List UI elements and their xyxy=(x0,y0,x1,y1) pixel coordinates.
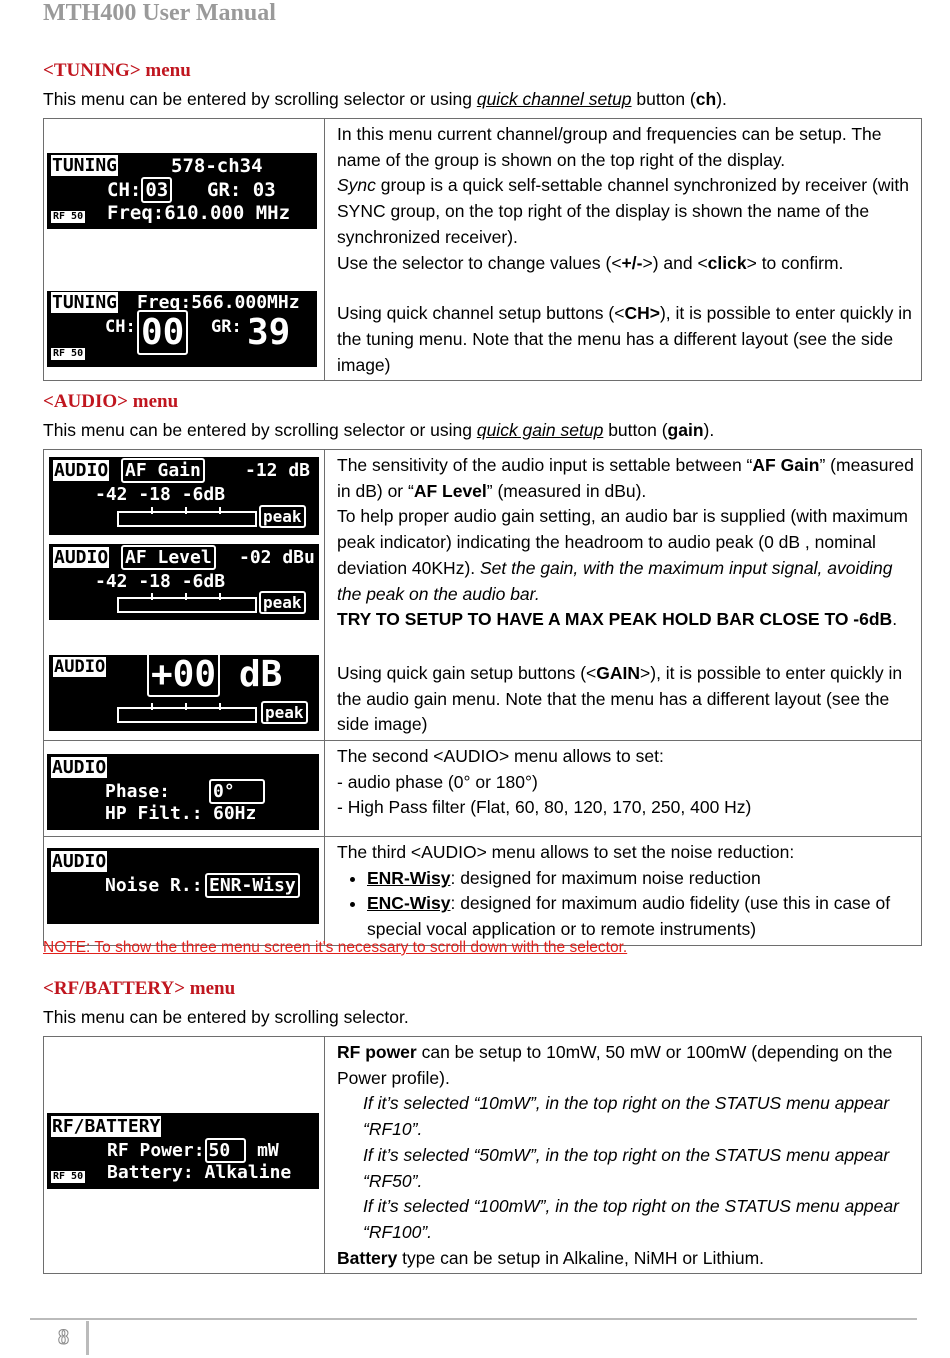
page-number: 8 xyxy=(58,1324,69,1349)
rf-battery-screen: RF/BATTERY RF Power: 50 mW RF 50 Battery: Alkaline xyxy=(47,1113,319,1189)
tuning-screen-1: TUNING 578-ch34 CH: 03 GR: 03 RF 50 Freq:610.000 MHz xyxy=(47,153,317,229)
list-item: • ENR-Wisy: designed for maximum noise reduction xyxy=(367,866,915,892)
audio-gain-screen: AUDIO AF Gain -12 dB -42 -18 -6dB peak xyxy=(49,457,319,535)
tuning-intro: This menu can be entered by scrolling selector or using quick channel setup button (ch). xyxy=(43,89,727,109)
audio-phase-screen: AUDIO Phase: 0° HP Filt.: 60Hz xyxy=(47,754,319,830)
rf-image-cell xyxy=(44,1037,325,1274)
list-item: • ENC-Wisy: designed for maximum audio fidelity (use this in case of special vocal application or to remote instruments) xyxy=(367,891,915,942)
audio-noise-screen: AUDIO Noise R.: ENR-Wisy xyxy=(47,848,319,924)
rf-section-title: <RF/BATTERY> menu xyxy=(43,978,236,999)
footer-rule xyxy=(30,1318,917,1320)
rf-description: RF power can be setup to 10mW, 50 mW or 100mW (depending on the Power profile). If it’s selected “10mW”, in the top right on the STATUS menu appear “RF10”. If it’s selected “50mW”, in the top right on the STATUS menu appear “RF50”. If it’s selected “100mW”, in the top right on the STATUS menu appear “RF100”. Battery type can be setup in Alkaline, NiMH or Lithium. xyxy=(325,1037,922,1274)
document-header: MTH400 User Manual xyxy=(43,0,276,26)
audio-description-2: The second <AUDIO> menu allows to set: - audio phase (0° or 180°) - High Pass filter (Flat, 60, 80, 120, 170, 250, 400 Hz) xyxy=(325,741,922,837)
audio-table xyxy=(43,449,922,946)
audio-noise-cell xyxy=(44,837,325,946)
audio-quick-gain-screen: AUDIO +00 dB peak xyxy=(49,655,319,731)
audio-description-1: The sensitivity of the audio input is settable between “AF Gain” (measured in dB) or “AF Level” (measured in dBu). To help proper audio gain setting, an audio bar is supplied (with maximum peak indicator) indicating the headroom to audio peak (0 dB , nominal deviation 40KHz). Set the gain, with the maximum input signal, avoiding the peak on the audio bar. TRY TO SETUP TO HAVE A MAX PEAK HOLD BAR CLOSE TO -6dB. Using quick gain setup buttons (<GAIN>), it is possible to enter quickly in the audio gain menu. Note that the menu has a different layout (see the side image) xyxy=(325,450,922,741)
tuning-images-cell xyxy=(44,119,325,381)
tuning-description: In this menu current channel/group and frequencies can be setup. The name of the group is shown on the top right of the display. Sync group is a quick self-settable channel synchronized by receiver (with SYNC group, on the top right of the display is shown the name of the synchronized receiver). Use the selector to change values (<+/->) and <click> to confirm. Using quick channel setup buttons (<CH>), it is possible to enter quickly in the tuning menu. Note that the menu has a different layout (see the side image) xyxy=(325,119,922,381)
audio-section-title: <AUDIO> menu xyxy=(43,391,179,412)
audio-level-screen: AUDIO AF Level -02 dBu -42 -18 -6dB peak xyxy=(49,544,319,620)
tuning-screen-2: TUNING Freq:566.000MHz CH: 00 GR: 39 RF 50 xyxy=(47,291,317,367)
tuning-table xyxy=(43,118,922,381)
tuning-section-title: <TUNING> menu xyxy=(43,60,191,81)
audio-description-3: The third <AUDIO> menu allows to set the noise reduction: • ENR-Wisy: designed for maximum noise reduction • ENC-Wisy: designed for maximum audio fidelity (use this in case of special vocal application or to remote instruments) xyxy=(325,837,922,946)
audio-phase-cell xyxy=(44,741,325,837)
rf-table xyxy=(43,1036,922,1274)
audio-images-cell xyxy=(44,450,325,741)
page-number-divider xyxy=(86,1321,89,1355)
audio-intro: This menu can be entered by scrolling selector or using quick gain setup button (gain). xyxy=(43,420,715,440)
rf-intro: This menu can be entered by scrolling selector. xyxy=(43,1007,409,1027)
scroll-note: NOTE: To show the three menu screen it's necessary to scroll down with the selector. xyxy=(43,939,628,956)
